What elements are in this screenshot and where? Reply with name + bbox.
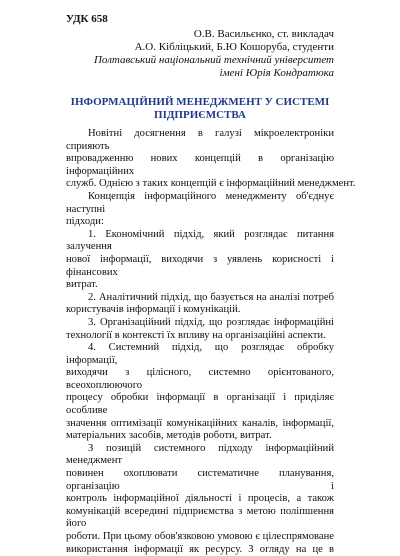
title-line-2: ПІДПРИЄМСТВА	[154, 109, 246, 121]
paragraph-systemic	[66, 342, 334, 443]
text-line: нової інформації, виходячи з уявлень корисності і фінансових	[66, 253, 334, 278]
title-line-1: ІНФОРМАЦІЙНИЙ МЕНЕДЖМЕНТ У СИСТЕМІ	[70, 96, 330, 108]
text-line: 2. Аналітичний підхід, що базується на аналізі потреб	[88, 291, 334, 303]
text-line: технології в контексті їх впливу на організаційні аспекти.	[66, 329, 326, 341]
text-line: процесу обробки інформації в організації і приділяє особливе	[66, 392, 334, 417]
text-line: повинен охоплювати систематичне планування, організацію і	[66, 468, 334, 492]
affiliation-line-2: імені Юрія Кондратюка	[219, 67, 334, 79]
text-line: роботи. При цьому обов'язковою умовою є цілеспрямоване	[66, 531, 334, 542]
affiliation-line-1: Полтавський національний технічний університет	[93, 54, 334, 66]
text-line: використання інформації як ресурсу. З огляду на це в	[66, 543, 334, 555]
paper-title	[60, 96, 340, 122]
text-line: З позицій системного підходу інформаційний менеджмент	[66, 442, 334, 467]
paragraph-economic	[66, 229, 334, 292]
paper-body	[66, 128, 356, 556]
text-line: 3. Організаційний підхід, що розглядає інформаційні	[88, 316, 334, 328]
text-line: значення оптимізації комунікаційних каналів, інформації,	[66, 417, 334, 429]
text-line: контроль інформаційної діяльності і процесів, а також	[66, 493, 334, 505]
text-line: 4. Системний підхід, що розглядає обробку інформації,	[66, 342, 334, 366]
paragraph-approaches	[66, 191, 334, 229]
author-line-1: О.В. Васильєнко, ст. викладач	[193, 28, 334, 40]
text-line: користувачів інформації і комунікацій.	[66, 304, 241, 316]
text-line: Новітні досягнення в галузі мікроелектроніки сприяють	[66, 128, 334, 152]
text-line: матеріальних засобів, методів роботи, витрат.	[66, 430, 272, 442]
author-block	[34, 28, 334, 80]
paragraph-system-position	[66, 443, 334, 556]
udk-code: УДК 658	[66, 13, 108, 25]
text-line: витрат.	[66, 279, 98, 291]
text-line: впровадженню нових концепцій в організацію інформаційних	[66, 153, 334, 177]
text-line: служб. Однією з таких концепцій є інформаційний менеджмент.	[66, 178, 356, 190]
paragraph-organizational	[66, 317, 334, 342]
author-line-2: А.О. Кібліцький, Б.Ю Кошоруба, студенти	[134, 41, 334, 53]
text-line: підходи:	[66, 216, 104, 228]
paragraph-intro	[66, 128, 356, 191]
text-line: виходячи з цілісного, системно орієнтованого, всеохоплюючого	[66, 367, 334, 391]
paragraph-analytic	[66, 292, 334, 317]
text-line: комунікацій всередині підприємства з метою поліпшення його	[66, 505, 334, 530]
text-line: 1. Економічний підхід, який розглядає питання залучення	[66, 228, 334, 253]
text-line: Концепція інформаційного менеджменту об'єднує наступні	[66, 190, 334, 215]
